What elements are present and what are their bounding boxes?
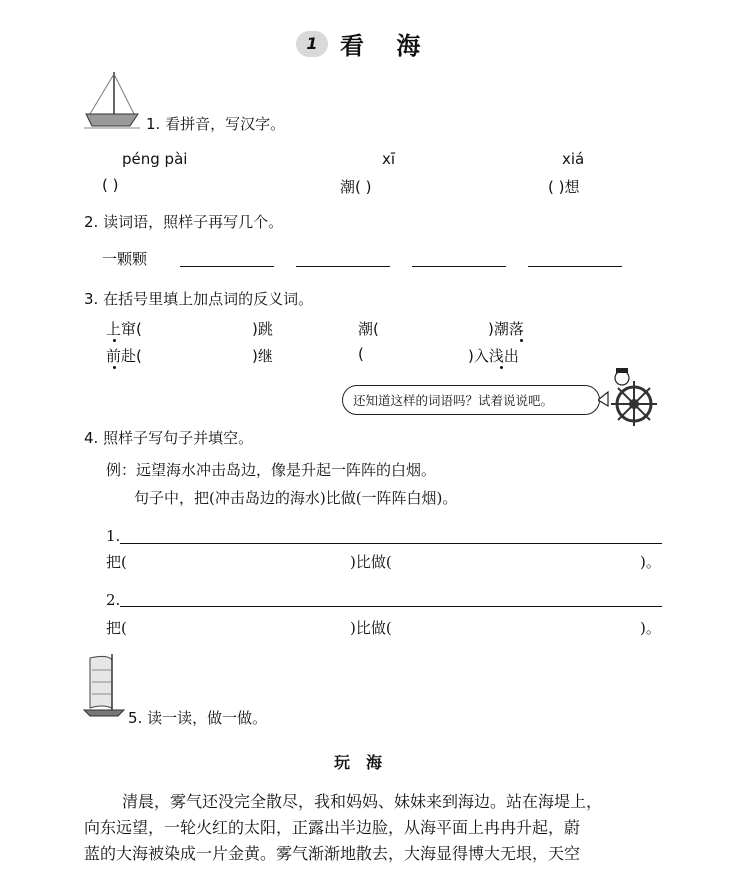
fill-2-b: )比做( [350, 619, 392, 637]
pinyin-1: péng pài [122, 150, 188, 168]
fill-1-a: 把( [106, 553, 127, 571]
example-word: 一颗颗 [102, 250, 148, 268]
antonym-row2-d: )入浅出 [468, 347, 519, 365]
example-explanation: 句子中，把(冲击岛边的海水)比做(一阵阵白烟)。 [134, 489, 458, 507]
emphasis-dot [500, 366, 503, 369]
fill-1-c: )。 [640, 553, 661, 571]
pinyin-3: xiá [562, 150, 585, 168]
question-1-label: 1. 看拼音，写汉字。 [146, 115, 286, 133]
question-3-label: 3. 在括号里填上加点词的反义词。 [84, 290, 314, 308]
word-blank-4[interactable] [528, 266, 622, 267]
example-sentence: 例：远望海水冲击岛边，像是升起一阵阵的白烟。 [106, 461, 437, 479]
sailboat-icon [82, 652, 126, 720]
pinyin-2: xī [382, 150, 396, 168]
sentence-item-1-number: 1. [106, 527, 121, 545]
boat-icon [84, 70, 140, 130]
fill-1-b: )比做( [350, 553, 392, 571]
antonym-row2-c: ( [358, 345, 364, 363]
antonym-row1-a: 上窜( [106, 320, 142, 338]
passage-title: 玩 海 [334, 753, 383, 772]
word-blank-1[interactable] [180, 266, 274, 267]
sentence-line-2[interactable] [120, 606, 662, 607]
ship-wheel-character-icon [598, 368, 658, 426]
answer-blank-1[interactable]: ( ) [102, 176, 119, 194]
emphasis-dot [113, 366, 116, 369]
antonym-row2-b: )继 [252, 347, 273, 365]
lesson-number-badge: 1 [296, 31, 328, 57]
antonym-row1-c: 潮( [358, 320, 379, 338]
question-2-label: 2. 读词语，照样子再写几个。 [84, 213, 284, 231]
sentence-item-2-number: 2. [106, 591, 121, 609]
passage-line-3: 蓝的大海被染成一片金黄。雾气渐渐地散去，大海显得博大无垠，天空 [84, 844, 581, 863]
emphasis-dot [113, 339, 116, 342]
antonym-row1-b: )跳 [252, 320, 273, 338]
word-blank-2[interactable] [296, 266, 390, 267]
question-4-label: 4. 照样子写句子并填空。 [84, 429, 254, 447]
sentence-line-1[interactable] [120, 543, 662, 544]
lesson-title [296, 26, 432, 61]
fill-2-a: 把( [106, 619, 127, 637]
fill-2-c: )。 [640, 619, 661, 637]
answer-blank-3[interactable]: ( )想 [548, 178, 580, 196]
antonym-row1-d: )潮落 [488, 320, 524, 338]
speech-bubble-text: 还知道这样的词语吗？试着说说吧。 [353, 393, 554, 408]
antonym-row2-a: 前赴( [106, 347, 142, 365]
question-5-label: 5. 读一读，做一做。 [128, 709, 268, 727]
speech-bubble [342, 385, 600, 415]
answer-blank-2[interactable]: 潮( ) [340, 178, 372, 196]
emphasis-dot [520, 339, 523, 342]
passage-line-2: 向东远望，一轮火红的太阳，正露出半边脸，从海平面上冉冉升起，蔚 [84, 818, 581, 837]
lesson-title-text: 看 海 [340, 31, 433, 60]
word-blank-3[interactable] [412, 266, 506, 267]
passage-line-1: 清晨，雾气还没完全散尽，我和妈妈、妹妹来到海边。站在海堤上， [122, 792, 603, 811]
